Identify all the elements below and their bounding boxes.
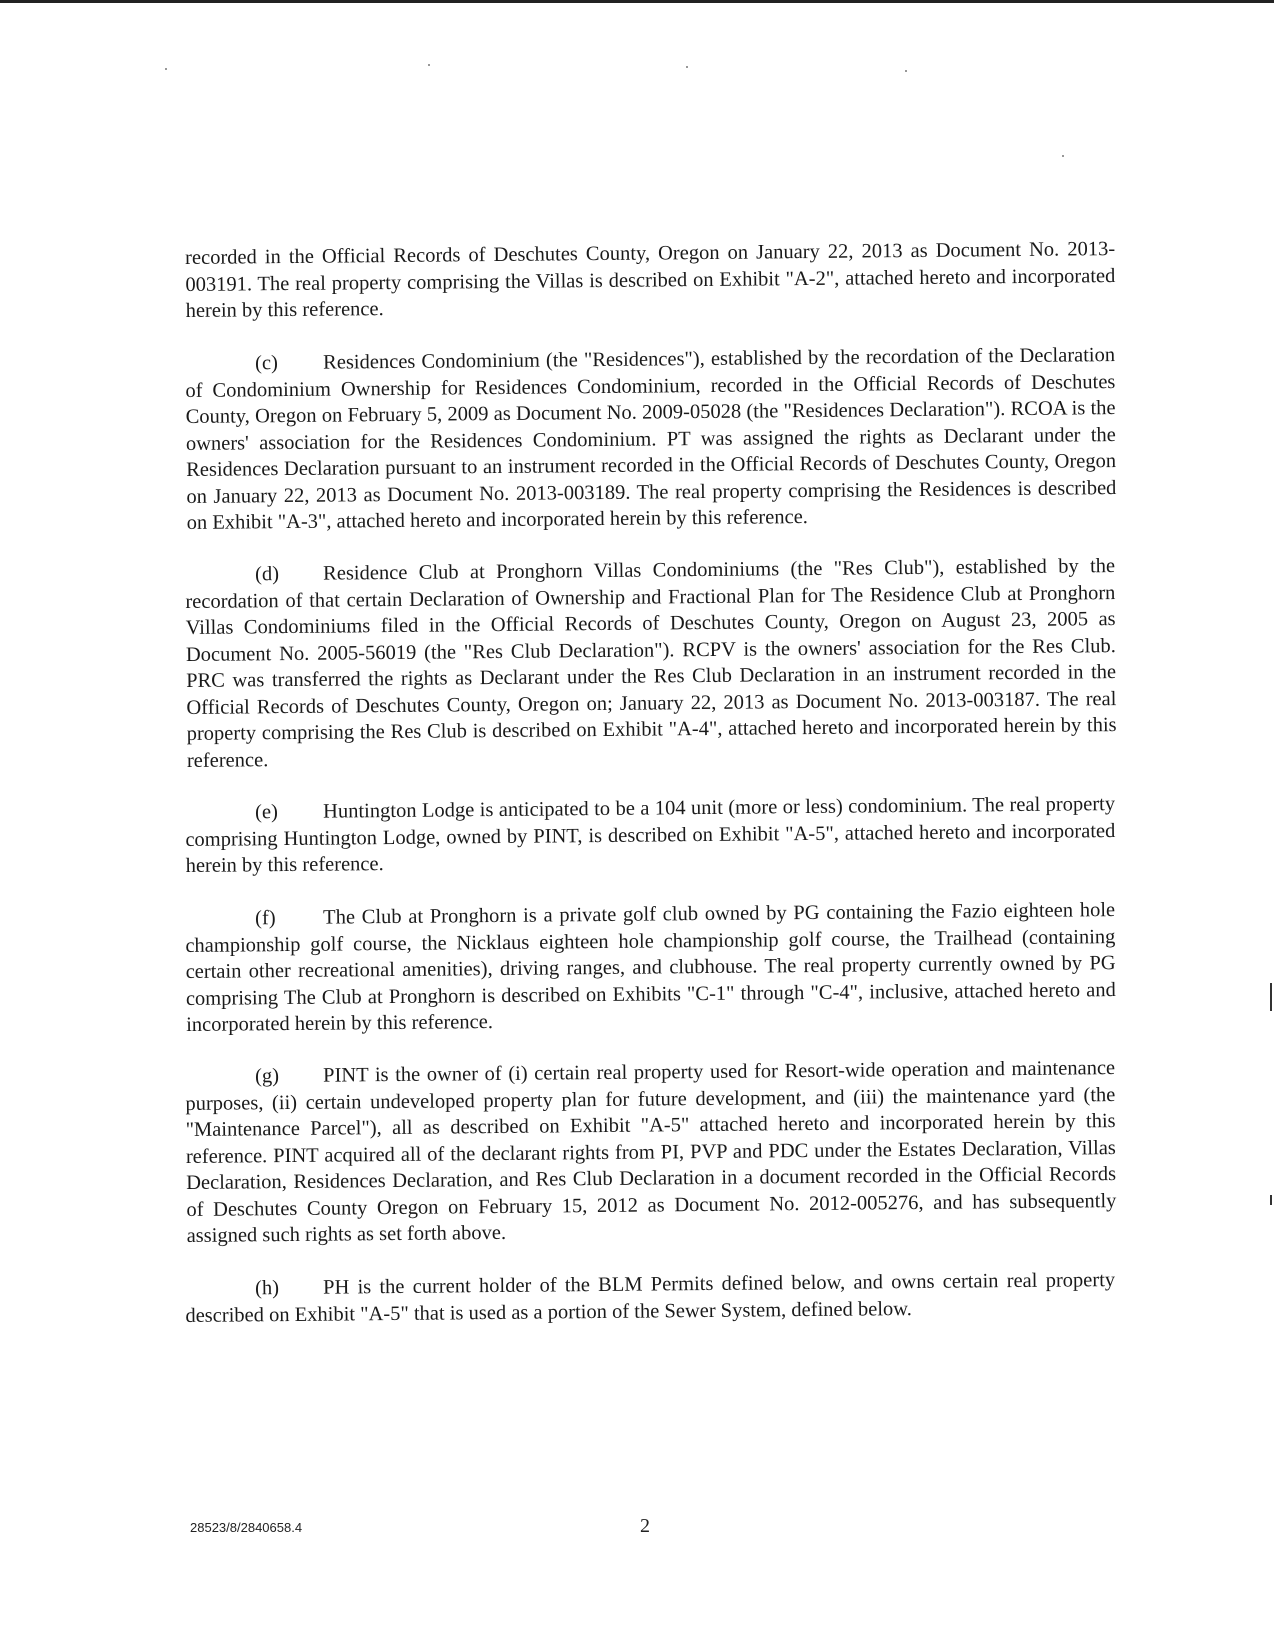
paragraph-text: PINT is the owner of (i) certain real property used for Resort-wide operation and maintenance purposes, (ii) certain undeveloped property plan for future development, and (iii) the maintenance yard (the "Maintenance Parcel"), all as described on Exhibit "A-5" attached hereto and incorporated herein by this reference. PINT acquired all of the declarant rights from PI, PVP and PDC under the Estates Declaration, Villas Declaration, Residences Declaration, and Res Club Declaration in a document recorded in the Official Records of Deschutes County Oregon on February 15, 2012 as Document No. 2012-005276, and has subsequently assigned such rights as set forth above. [185,1057,1117,1247]
scan-speck [428,64,430,66]
paragraph-g [185,1055,1117,1249]
paragraph-text: Residences Condominium (the "Residences"), established by the recordation of the Declaration of Condominium Ownership for Residences Condominium, recorded in the Official Records of Deschutes County, Oregon on February 5, 2009 as Document No. 2009-05028 (the "Residences Declaration"). RCOA is the owners' association for the Residences Condominium. PT was assigned the rights as Declarant under the Residences Declaration pursuant to an instrument recorded in the Official Records of Deschutes County, Oregon on January 22, 2013 as Document No. 2013-003189. The real property comprising the Residences is described on Exhibit "A-3", attached hereto and incorporated herein by this reference. [185,343,1117,534]
scan-speck [686,66,688,68]
paragraph-text: Residence Club at Pronghorn Villas Condominiums (the "Res Club"), established by the recordation of that certain Declaration of Ownership and Fractional Plan for The Residence Club at Pronghorn Villas Condominiums filed in the Official Records of Deschutes County, Oregon on August 23, 2005 as Document No. 2005-56019 (the "Res Club Declaration"). RCPV is the owners' association for the Res Club. PRC was transferred the rights as Declarant under the Res Club Declaration in an instrument recorded in the Official Records of Deschutes County, Oregon on; January 22, 2013 as Document No. 2013-003187. The real property comprising the Res Club is described on Exhibit "A-4", attached hereto and incorporated herein by this reference. [185,555,1117,772]
paragraph-c [185,342,1117,536]
paragraph-continuation [185,236,1116,324]
paragraph-label: (g) [255,1065,280,1088]
paragraph-f [185,897,1116,1038]
paragraph-label: (f) [255,906,276,929]
paragraph-text: PH is the current holder of the BLM Permits defined below, and owns certain real property described on Exhibit "A-5" that is used as a portion of the Sewer System, defined below. [185,1268,1116,1326]
scan-speck [165,68,167,70]
scan-edge-mark [1270,1195,1272,1205]
page-number: 2 [640,1515,650,1537]
document-id: 28523/8/2840658.4 [190,1520,303,1535]
paragraph-text: Huntington Lodge is anticipated to be a 104 unit (more or less) condominium. The real property comprising Huntington Lodge, owned by PINT, is described on Exhibit "A-5", attached hereto and incorporated herein by this reference. [185,793,1116,877]
paragraph-label: (d) [255,563,280,586]
paragraph-label: (e) [255,801,278,824]
scan-speck [1062,155,1064,157]
paragraph-h [185,1267,1115,1329]
paragraph-e [185,791,1116,879]
document-body [185,238,1117,1329]
scan-edge-mark [1270,983,1272,1011]
paragraph-text: The Club at Pronghorn is a private golf club owned by PG containing the Fazio eighteen hole championship golf course, the Nicklaus eighteen hole championship golf course, the Trailhead (containing certain other recreational amenities), driving ranges, and clubhouse. The real property currently owned by PG comprising The Club at Pronghorn is described on Exhibits "C-1" through "C-4", inclusive, attached hereto and incorporated herein by this reference. [185,898,1116,1036]
paragraph-label: (h) [255,1276,280,1299]
paragraph-text: recorded in the Official Records of Deschutes County, Oregon on January 22, 2013 as Document No. 2013-003191. The real property comprising the Villas is described on Exhibit "A-2", attached hereto and incorporated herein by this reference. [185,238,1116,322]
scan-top-border [0,0,1274,3]
paragraph-label: (c) [255,351,278,374]
paragraph-d [185,553,1117,774]
scan-speck [905,70,907,72]
